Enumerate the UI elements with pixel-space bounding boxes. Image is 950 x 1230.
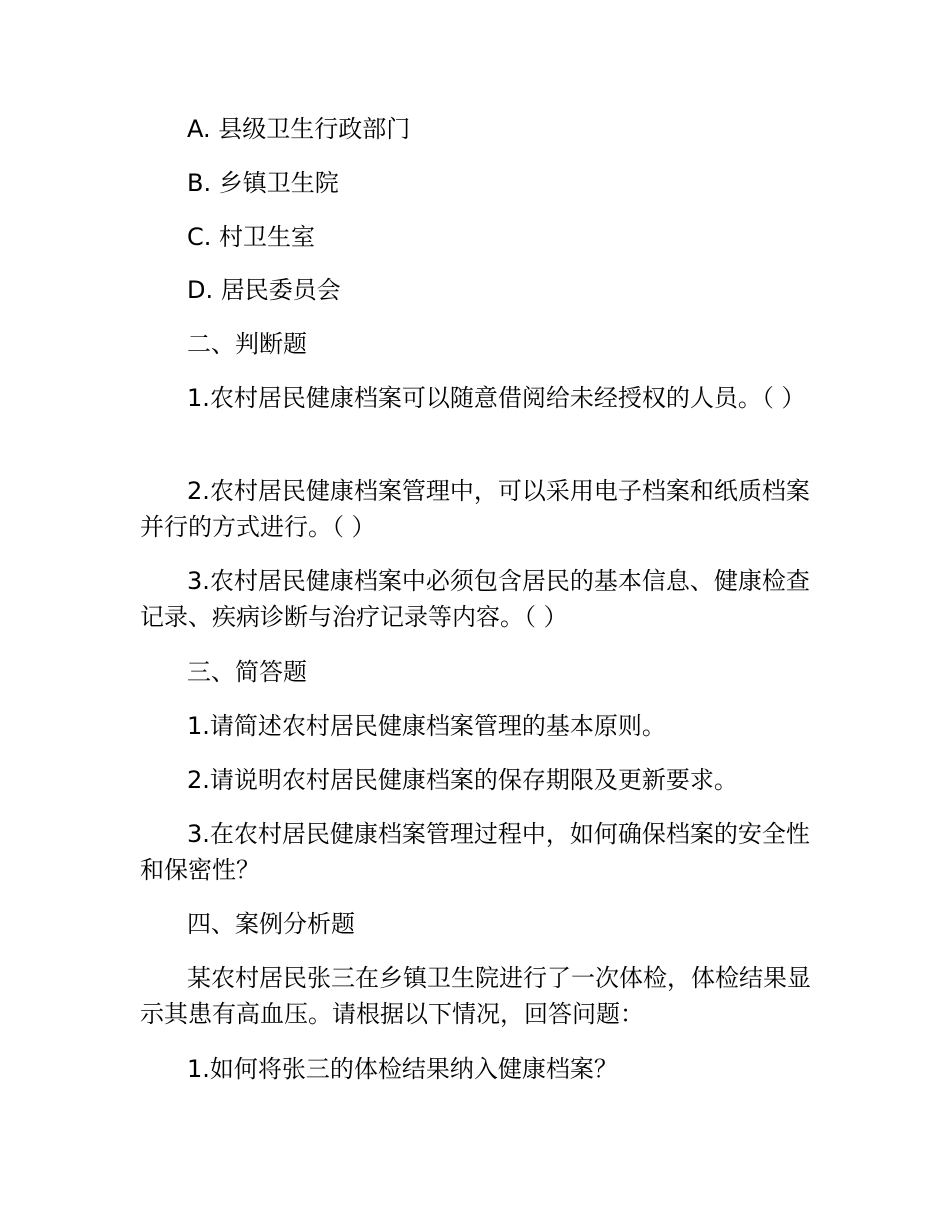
- judgment-item-2: 2.农村居民健康档案管理中，可以采用电子档案和纸质档案并行的方式进行。（ ）: [140, 477, 810, 541]
- section-heading-case-analysis: 四、案例分析题: [187, 910, 355, 938]
- case-intro: 某农村居民张三在乡镇卫生院进行了一次体检，体检结果显示其患有高血压。请根据以下情况，回答问题：: [140, 964, 811, 1028]
- option-c: C. 村卫生室: [187, 223, 316, 251]
- judgment-item-3: 3.农村居民健康档案中必须包含居民的基本信息、健康检查记录、疾病诊断与治疗记录等内容。（ ）: [140, 567, 810, 631]
- section-heading-judgment: 二、判断题: [187, 330, 307, 358]
- short-answer-item-2: 2.请说明农村居民健康档案的保存期限及更新要求。: [187, 766, 738, 794]
- option-a: A. 县级卫生行政部门: [187, 115, 411, 143]
- judgment-item-1: 1.农村居民健康档案可以随意借阅给未经授权的人员。（ ）: [187, 384, 806, 412]
- short-answer-item-3: 3.在农村居民健康档案管理过程中，如何确保档案的安全性和保密性？: [140, 820, 810, 884]
- option-d: D. 居民委员会: [187, 276, 341, 304]
- option-b: B. 乡镇卫生院: [187, 169, 339, 197]
- section-heading-short-answer: 三、简答题: [187, 658, 307, 686]
- case-question-1: 1.如何将张三的体检结果纳入健康档案？: [187, 1055, 618, 1083]
- short-answer-item-1: 1.请简述农村居民健康档案管理的基本原则。: [187, 712, 666, 740]
